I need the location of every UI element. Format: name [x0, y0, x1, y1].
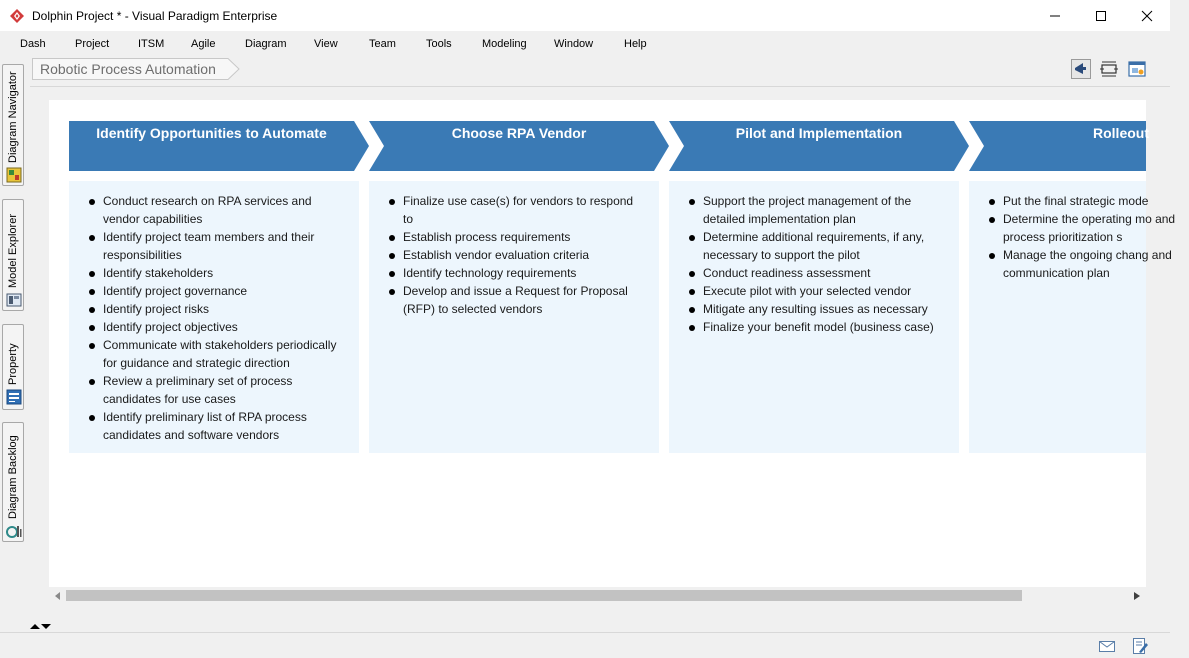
- panel-collapse-toggle[interactable]: [28, 620, 54, 630]
- tab-label: Diagram Backlog: [7, 435, 19, 519]
- menu-tools[interactable]: Tools: [426, 38, 452, 50]
- list-item: Identify project team members and their responsibilities: [89, 228, 341, 264]
- tab-model-explorer[interactable]: [2, 199, 24, 311]
- list-item: Identify technology requirements: [389, 264, 641, 282]
- list-item: Establish vendor evaluation criteria: [389, 246, 641, 264]
- close-button[interactable]: [1124, 0, 1170, 32]
- stage-3-list: [689, 192, 941, 336]
- visual-paradigm-logo-icon: [9, 8, 25, 24]
- list-item: Execute pilot with your selected vendor: [689, 282, 941, 300]
- stage-2-list: [389, 192, 641, 318]
- menu-diagram[interactable]: Diagram: [245, 38, 287, 50]
- megaphone-icon: [1071, 59, 1091, 79]
- menu-dash[interactable]: Dash: [20, 38, 46, 50]
- list-item: Communicate with stakeholders periodically for guidance and strategic direction: [89, 336, 341, 372]
- menu-window[interactable]: Window: [554, 38, 594, 50]
- scrollbar-thumb[interactable]: [66, 590, 1022, 601]
- menu-bar: [0, 32, 1170, 56]
- fit-to-window-button[interactable]: [1098, 58, 1120, 80]
- tab-diagram-navigator[interactable]: [2, 64, 24, 186]
- menu-project[interactable]: Project: [75, 38, 110, 50]
- list-item: Identify preliminary list of RPA process candidates and software vendors: [89, 408, 341, 444]
- property-icon: [6, 389, 22, 405]
- menu-view[interactable]: View: [314, 38, 338, 50]
- menu-modeling[interactable]: Modeling: [482, 38, 527, 50]
- tab-label: Property: [7, 343, 19, 385]
- diagram-canvas[interactable]: [49, 100, 1176, 587]
- tab-label: Model Explorer: [7, 214, 19, 288]
- fit-window-icon: [1099, 59, 1119, 79]
- menu-team[interactable]: Team: [369, 38, 396, 50]
- collapse-arrows-icon: [28, 621, 54, 631]
- list-item: Finalize use case(s) for vendors to respond to: [389, 192, 641, 228]
- edit-document-icon[interactable]: [1131, 637, 1149, 655]
- minimize-button[interactable]: [1032, 0, 1078, 32]
- mail-icon[interactable]: [1098, 637, 1116, 655]
- list-item: Identify stakeholders: [89, 264, 341, 282]
- list-item: Determine the operating mo and process prioritization s: [989, 210, 1189, 246]
- tab-diagram-backlog[interactable]: [2, 422, 24, 542]
- list-item: Put the final strategic mode: [989, 192, 1146, 210]
- stage-2-title: Choose RPA Vendor: [451, 125, 587, 141]
- horizontal-scrollbar[interactable]: [49, 587, 1146, 604]
- window-title: Dolphin Project * - Visual Paradigm Enterprise: [32, 9, 278, 23]
- diagram-backlog-icon: [6, 523, 22, 539]
- menu-help[interactable]: Help: [624, 38, 647, 50]
- list-item: Support the project management of the detailed implementation plan: [689, 192, 941, 228]
- title-bar: [0, 0, 1170, 32]
- menu-itsm[interactable]: ITSM: [138, 38, 165, 50]
- stage-4-title: Rolleout: [1093, 125, 1149, 141]
- list-item: Identify project risks: [89, 300, 341, 318]
- scroll-left-icon[interactable]: [53, 591, 63, 601]
- list-item: Determine additional requirements, if any, necessary to support the pilot: [689, 228, 941, 264]
- close-icon: [1141, 10, 1153, 22]
- left-panel-tabs: [0, 56, 26, 636]
- model-explorer-icon: [6, 292, 22, 308]
- maximize-icon: [1095, 10, 1107, 22]
- list-item: Finalize your benefit model (business case): [689, 318, 941, 336]
- tab-label: Diagram Navigator: [7, 71, 19, 163]
- list-item: Manage the ongoing chang and communication plan: [989, 246, 1189, 282]
- menu-agile[interactable]: Agile: [191, 38, 216, 50]
- minimize-icon: [1049, 10, 1061, 22]
- scroll-right-icon[interactable]: [1132, 591, 1142, 601]
- list-item: Mitigate any resulting issues as necessary: [689, 300, 941, 318]
- list-item: Conduct readiness assessment: [689, 264, 941, 282]
- breadcrumb-diagram-name: Robotic Process Automation: [40, 61, 216, 77]
- tab-property[interactable]: [2, 324, 24, 410]
- layout-options-button[interactable]: [1126, 58, 1148, 80]
- stage-3-title: Pilot and Implementation: [735, 125, 903, 141]
- list-item: Identify project objectives: [89, 318, 341, 336]
- stage-1-list: [89, 192, 341, 444]
- list-item: Identify project governance: [89, 282, 341, 300]
- list-item: Develop and issue a Request for Proposal (RFP) to selected vendors: [389, 282, 641, 318]
- window-layout-icon: [1127, 59, 1147, 79]
- stage-4-list: [989, 192, 1176, 282]
- maximize-button[interactable]: [1078, 0, 1124, 32]
- status-bar: [0, 632, 1170, 658]
- list-item: Conduct research on RPA services and vendor capabilities: [89, 192, 341, 228]
- diagram-navigator-icon: [6, 167, 22, 183]
- stage-1-title: Identify Opportunities to Automate: [96, 125, 327, 141]
- announcement-button[interactable]: [1070, 58, 1092, 80]
- list-item: Establish process requirements: [389, 228, 641, 246]
- list-item: Review a preliminary set of process candidates for use cases: [89, 372, 341, 408]
